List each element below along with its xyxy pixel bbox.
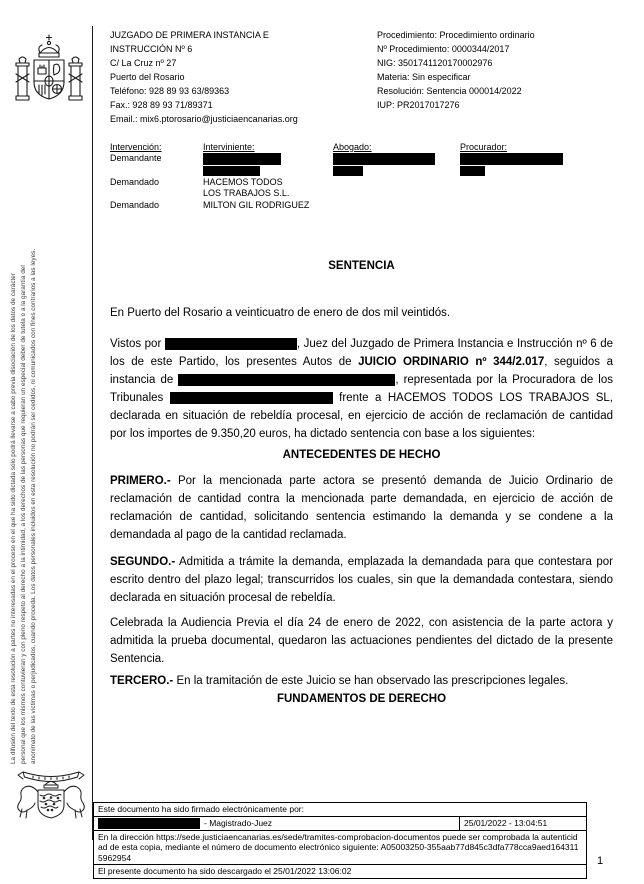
court-name-line: JUZGADO DE PRIMERA INSTANCIA E [110,30,269,40]
paragraph-tercero: TERCERO.- En la tramitación de este Juicio se han observado las prescripciones legales. [110,675,569,687]
signature-datetime: 25/01/2022 - 13:04:51 [459,817,586,830]
party-name: MILTON GIL RODRIGUEZ [203,200,310,210]
court-name-line: INSTRUCCIÓN Nº 6 [110,44,193,54]
procedure-resolucion: Resolución: Sentencia 000014/2022 [377,86,522,96]
electronic-signature-box [93,802,587,879]
party-role: Demandante [110,153,162,163]
procedure-iup: IUP: PR2017017276 [377,100,460,110]
verification-code: A05003250-355aab77d845c3dfa778cca9aed1643115962954 [98,842,579,863]
signer-row [94,817,586,831]
court-address: C/ La Cruz nº 27 [110,58,177,68]
procedure-type: Procedimiento: Procedimiento ordinario [377,30,535,40]
signer-cell [94,817,459,830]
redacted-abogado [333,153,460,177]
signed-by-label: Este documento ha sido firmado electrónicamente por: [94,803,586,817]
redacted-procurador [460,153,613,177]
document-title: SENTENCIA [328,260,395,272]
redacted-procurator-name [170,392,333,404]
col-header-procurador: Procurador: [460,142,508,152]
paragraph-audiencia: Celebrada la Audiencia Previa el día 24 de enero de 2022, con asistencia de la parte actora y admitida la prueba documental, quedaron las actuaciones pendientes del dictado de la presente Sentencia. [110,617,613,665]
redacted-signer-name [98,818,200,829]
paragraph-date-place: En Puerto del Rosario a veinticuatro de enero de dos mil veintidós. [110,307,451,319]
col-header-interviniente: Interviniente: [203,142,255,152]
paragraph-vistos: Vistos por , Juez del Juzgado de Primera Instancia e Instrucción nº 6 de los de este Partido, los presentes Autos de JUICIO ORDINARIO nº 344/2.017, seguidos a instancia de , representada por la Procuradora de los Tribunales frente a HACEMOS TODOS LOS TRABAJOS SL, declarada en situación de rebeldía procesal, en ejercicio de acción de reclamación de cantidad por los importes de 9.350,20 euros, ha dictado sentencia con base a los siguientes: [110,338,614,440]
document-content [110,0,613,708]
disclaimer-line: personal que los mismos contuvieran y con pleno respeto al derecho a la intimidad, a los derechos de las personas que requieran un especial deber de tutela o a la garantía del [19,265,27,764]
party-name: HACEMOS TODOS LOS TRABAJOS S.L. [203,177,290,198]
signer-role: - Magistrado-Juez [204,817,273,828]
party-role: Demandado [110,177,160,187]
paragraph-segundo: SEGUNDO.- Admitida a trámite la demanda, emplazada la demandada para que contestara por escrito dentro del plazo legal; transcurridos los cuales, sin que la demandada contestara, siendo declarada en situación procesal de rebeldía. [110,556,613,604]
col-header-abogado: Abogado: [333,142,372,152]
paragraph-primero: PRIMERO.- Por la mencionada parte actora se presentó demanda de Juicio Ordinario de reclamación de cantidad contra la mencionada parte demandada, en ejercicio de acción de reclamación de cantidad, solicitando sentencia estimando la demanda y se condene a la demandada al pago de la cantidad reclamada. [110,475,613,541]
redacted-plaintiff-name [178,374,395,386]
heading-antecedentes: ANTECEDENTES DE HECHO [282,449,441,461]
party-role: Demandado [110,200,160,210]
data-protection-disclaimer [9,178,38,764]
downloaded-row: El presente documento ha sido descargado el 25/01/2022 13:06:02 [98,866,352,876]
court-phone: Teléfono: 928 89 93 63/89363 [110,86,230,96]
disclaimer-line: anonimato de las víctimas o perjudicados, cuando proceda. Los datos personales incluidos en esta resolución no podrán ser cedidos, ni comunicados con fines contrarios a las leyes. [29,248,37,764]
court-fax: Fax.: 928 89 93 71/89371 [110,100,213,110]
redacted-judge-name [165,338,297,350]
left-margin-rule [92,26,93,840]
page-number: 1 [597,855,604,867]
spain-coat-of-arms-icon [12,32,86,130]
court-email: Email.: mix6.ptorosario@justiciaencanarias.org [110,114,298,124]
document-header [110,28,613,126]
procedure-nig: NIG: 3501741120170002976 [377,58,493,68]
canary-islands-coat-of-arms-icon [13,768,89,830]
redacted-interviniente [203,153,333,177]
parties-table [110,142,613,211]
col-header-intervencion: Intervención: [110,142,162,152]
verification-row: En la dirección https://sede.justiciaencanarias.es/sede/tramites-comprobacion-documentos puede ser comprobada la autenticidad de esta copia, mediante el número de documento electrónico siguiente: A05003250-355aab77d845c3dfa778cca9aed1643115962954 [94,831,586,866]
disclaimer-line: La difusión del texto de esta resolución a partes no interesadas en el proceso en el que ha sido dictada sólo podrá llevarse a cabo previa disociación de los datos de carácter [10,273,17,764]
court-info [110,28,372,126]
procedure-info [377,28,613,126]
case-reference: JUICIO ORDINARIO nº 344/2.017 [358,356,545,368]
procedure-number: Nº Procedimiento: 0000344/2017 [377,44,510,54]
procedure-materia: Materia: Sin especificar [377,72,471,82]
court-city: Puerto del Rosario [110,72,185,82]
heading-fundamentos: FUNDAMENTOS DE DERECHO [276,693,447,705]
